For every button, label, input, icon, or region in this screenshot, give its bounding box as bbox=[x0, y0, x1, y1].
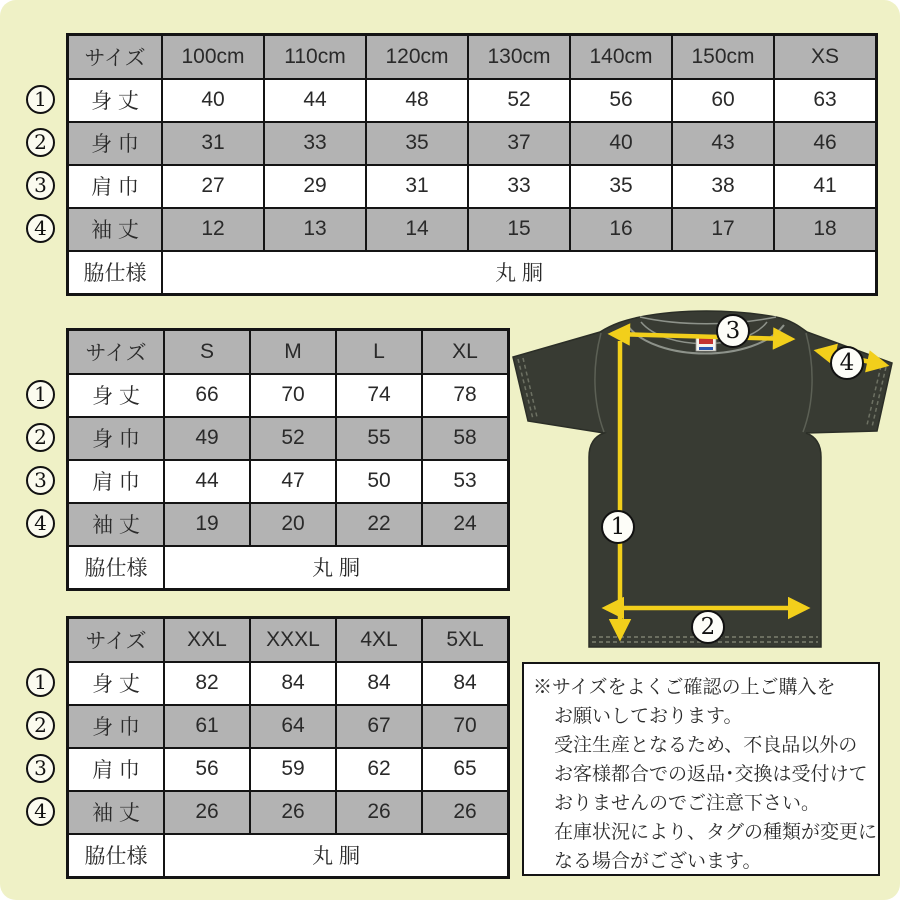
measurement-cell: 48 bbox=[366, 79, 468, 122]
measurement-cell: 44 bbox=[264, 79, 366, 122]
measurement-cell: 65 bbox=[422, 748, 509, 791]
measurement-cell: 15 bbox=[468, 208, 570, 251]
measurement-cell: 49 bbox=[164, 417, 250, 460]
table-row bbox=[68, 460, 509, 503]
col-header: 120cm bbox=[366, 35, 468, 79]
footer-value: 丸 胴 bbox=[164, 546, 509, 590]
measurement-cell: 31 bbox=[366, 165, 468, 208]
diagram-marker-body-length: 1 bbox=[601, 510, 635, 544]
measurement-cell: 40 bbox=[570, 122, 672, 165]
measurement-cell: 26 bbox=[422, 791, 509, 834]
row-marker-1: 1 bbox=[26, 668, 55, 697]
measurement-cell: 78 bbox=[422, 374, 509, 417]
measurement-cell: 63 bbox=[774, 79, 877, 122]
measurement-cell: 84 bbox=[250, 662, 336, 705]
col-header: XL bbox=[422, 330, 509, 374]
col-header: 110cm bbox=[264, 35, 366, 79]
row-label: 袖 丈 bbox=[68, 208, 163, 251]
note-line: お願いしております。 bbox=[554, 706, 743, 727]
row-label: 身 巾 bbox=[68, 122, 163, 165]
measurement-cell: 60 bbox=[672, 79, 774, 122]
row-marker-3: 3 bbox=[26, 754, 55, 783]
measurement-cell: 29 bbox=[264, 165, 366, 208]
diagram-marker-sleeve-length: 4 bbox=[830, 346, 864, 380]
footer-value: 丸 胴 bbox=[164, 834, 509, 878]
measurement-cell: 27 bbox=[162, 165, 264, 208]
col-header: S bbox=[164, 330, 250, 374]
measurement-cell: 56 bbox=[570, 79, 672, 122]
measurement-cell: 47 bbox=[250, 460, 336, 503]
measurement-cell: 41 bbox=[774, 165, 877, 208]
measurement-cell: 58 bbox=[422, 417, 509, 460]
measurement-cell: 20 bbox=[250, 503, 336, 546]
row-marker-4: 4 bbox=[26, 509, 55, 538]
measurement-cell: 82 bbox=[164, 662, 250, 705]
measurement-cell: 46 bbox=[774, 122, 877, 165]
row-marker-1: 1 bbox=[26, 380, 55, 409]
measurement-cell: 19 bbox=[164, 503, 250, 546]
measurement-cell: 26 bbox=[164, 791, 250, 834]
measurement-cell: 53 bbox=[422, 460, 509, 503]
measurement-cell: 70 bbox=[250, 374, 336, 417]
row-marker-3: 3 bbox=[26, 466, 55, 495]
col-header: 130cm bbox=[468, 35, 570, 79]
col-header: 100cm bbox=[162, 35, 264, 79]
col-header: L bbox=[336, 330, 422, 374]
measurement-cell: 33 bbox=[468, 165, 570, 208]
col-header: 4XL bbox=[336, 618, 422, 662]
measurement-cell: 52 bbox=[468, 79, 570, 122]
footer-label: 脇仕様 bbox=[68, 251, 163, 295]
row-marker-1: 1 bbox=[26, 85, 55, 114]
row-label: 身 巾 bbox=[68, 705, 165, 748]
col-header: 5XL bbox=[422, 618, 509, 662]
table-row bbox=[68, 165, 877, 208]
measurement-cell: 43 bbox=[672, 122, 774, 165]
table-row bbox=[68, 374, 509, 417]
measurement-cell: 38 bbox=[672, 165, 774, 208]
measurement-cell: 14 bbox=[366, 208, 468, 251]
row-marker-2: 2 bbox=[26, 423, 55, 452]
row-marker-4: 4 bbox=[26, 214, 55, 243]
table-row bbox=[68, 79, 877, 122]
table-footer-row bbox=[68, 546, 509, 590]
row-label: 肩 巾 bbox=[68, 165, 163, 208]
measurement-cell: 84 bbox=[336, 662, 422, 705]
col-header: 150cm bbox=[672, 35, 774, 79]
size-table bbox=[66, 33, 878, 296]
diagram-marker-body-width: 2 bbox=[691, 610, 725, 644]
footer-label: 脇仕様 bbox=[68, 546, 165, 590]
table-row bbox=[68, 705, 509, 748]
measurement-cell: 50 bbox=[336, 460, 422, 503]
table-row bbox=[68, 208, 877, 251]
row-label: 袖 丈 bbox=[68, 791, 165, 834]
measurement-cell: 56 bbox=[164, 748, 250, 791]
measurement-cell: 37 bbox=[468, 122, 570, 165]
row-marker-2: 2 bbox=[26, 711, 55, 740]
size-label-header: サイズ bbox=[68, 35, 163, 79]
measurement-cell: 26 bbox=[336, 791, 422, 834]
measurement-cell: 26 bbox=[250, 791, 336, 834]
col-header: 140cm bbox=[570, 35, 672, 79]
diagram-marker-shoulder-width: 3 bbox=[716, 314, 750, 348]
row-label: 袖 丈 bbox=[68, 503, 165, 546]
table-footer-row bbox=[68, 834, 509, 878]
row-label: 肩 巾 bbox=[68, 460, 165, 503]
row-label: 肩 巾 bbox=[68, 748, 165, 791]
measurement-cell: 18 bbox=[774, 208, 877, 251]
row-label: 身 丈 bbox=[68, 662, 165, 705]
measurement-cell: 35 bbox=[570, 165, 672, 208]
table-row bbox=[68, 791, 509, 834]
col-header: XS bbox=[774, 35, 877, 79]
measurement-cell: 74 bbox=[336, 374, 422, 417]
note-line: ※サイズをよくご確認の上ご購入を bbox=[533, 677, 836, 698]
measurement-cell: 70 bbox=[422, 705, 509, 748]
measurement-cell: 24 bbox=[422, 503, 509, 546]
row-marker-2: 2 bbox=[26, 128, 55, 157]
note-line: なる場合がございます。 bbox=[554, 851, 762, 872]
size-label-header: サイズ bbox=[68, 330, 165, 374]
note-line: おりませんのでご注意下さい。 bbox=[554, 793, 821, 814]
table-row bbox=[68, 662, 509, 705]
measurement-cell: 55 bbox=[336, 417, 422, 460]
measurement-cell: 61 bbox=[164, 705, 250, 748]
measurement-cell: 35 bbox=[366, 122, 468, 165]
footer-value: 丸 胴 bbox=[162, 251, 877, 295]
measurement-cell: 17 bbox=[672, 208, 774, 251]
table-row bbox=[68, 503, 509, 546]
footer-label: 脇仕様 bbox=[68, 834, 165, 878]
row-marker-3: 3 bbox=[26, 171, 55, 200]
row-label: 身 巾 bbox=[68, 417, 165, 460]
measurement-cell: 66 bbox=[164, 374, 250, 417]
size-table bbox=[66, 328, 510, 591]
size-table-kids-to-xs bbox=[0, 33, 900, 293]
measurement-cell: 13 bbox=[264, 208, 366, 251]
size-label-header: サイズ bbox=[68, 618, 165, 662]
table-row bbox=[68, 417, 509, 460]
row-label: 身 丈 bbox=[68, 79, 163, 122]
measurement-cell: 40 bbox=[162, 79, 264, 122]
table-footer-row bbox=[68, 251, 877, 295]
note-line: お客様都合での返品･交換は受付けて bbox=[554, 764, 868, 785]
measurement-cell: 31 bbox=[162, 122, 264, 165]
measurement-cell: 62 bbox=[336, 748, 422, 791]
col-header: XXXL bbox=[250, 618, 336, 662]
measurement-cell: 22 bbox=[336, 503, 422, 546]
table-row bbox=[68, 122, 877, 165]
measurement-cell: 44 bbox=[164, 460, 250, 503]
measurement-cell: 59 bbox=[250, 748, 336, 791]
note-line: 受注生産となるため、不良品以外の bbox=[554, 735, 858, 756]
measurement-cell: 84 bbox=[422, 662, 509, 705]
note-line: 在庫状況により、タグの種類が変更に bbox=[554, 822, 878, 843]
measurement-cell: 64 bbox=[250, 705, 336, 748]
measurement-cell: 16 bbox=[570, 208, 672, 251]
col-header: XXL bbox=[164, 618, 250, 662]
table-row bbox=[68, 748, 509, 791]
measurement-cell: 67 bbox=[336, 705, 422, 748]
row-label: 身 丈 bbox=[68, 374, 165, 417]
measurement-cell: 52 bbox=[250, 417, 336, 460]
measurement-cell: 12 bbox=[162, 208, 264, 251]
row-marker-4: 4 bbox=[26, 797, 55, 826]
purchase-note bbox=[522, 662, 880, 876]
col-header: M bbox=[250, 330, 336, 374]
size-table bbox=[66, 616, 510, 879]
measurement-cell: 33 bbox=[264, 122, 366, 165]
